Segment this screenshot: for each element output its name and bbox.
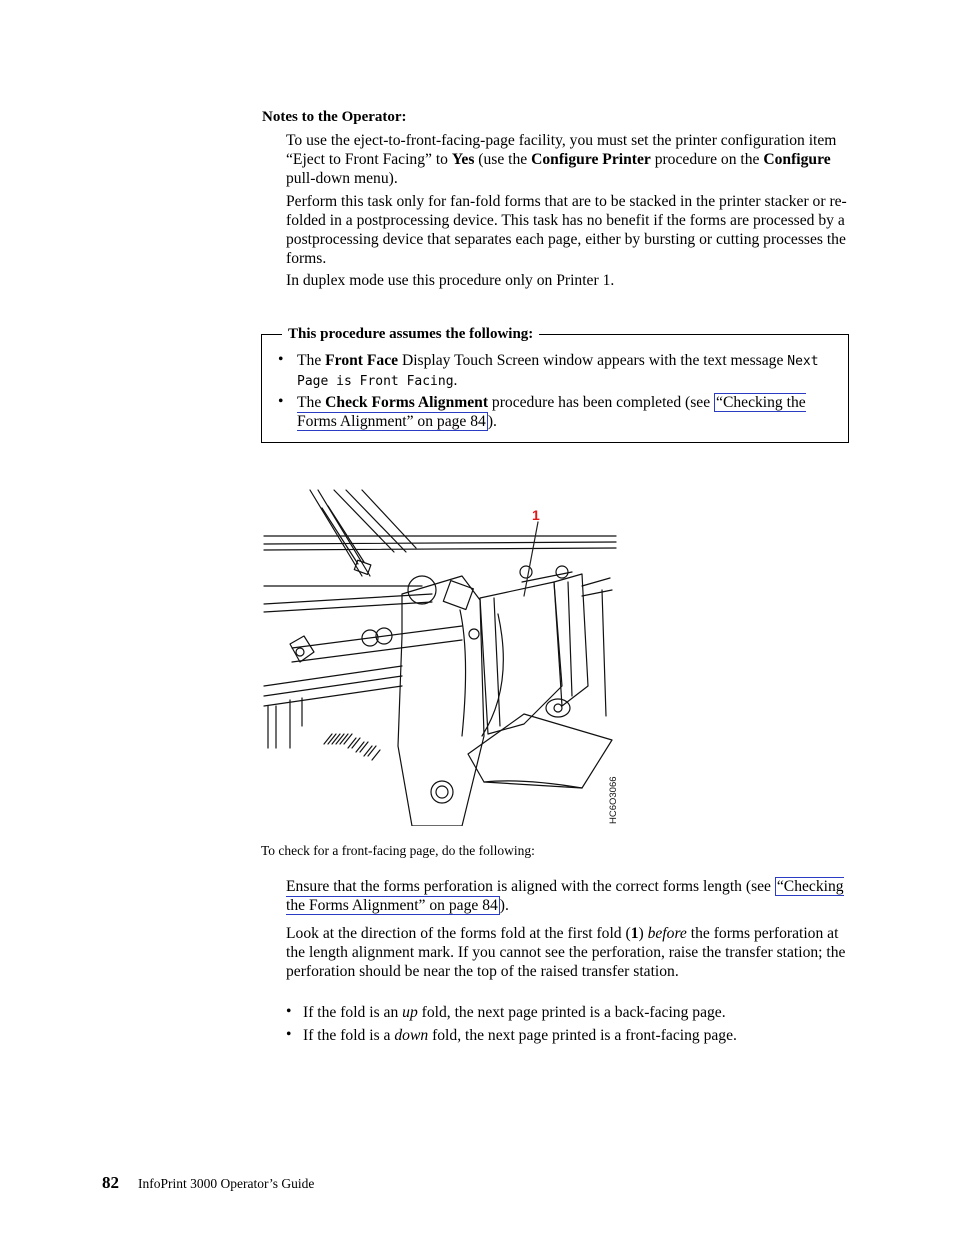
assumption-item-1 <box>297 351 837 391</box>
assumptions-title: This procedure assumes the following: <box>282 326 539 343</box>
text: ) <box>638 925 648 942</box>
text: pull-down menu). <box>286 170 398 187</box>
text: The <box>297 394 326 411</box>
text: Look at the direction of the forms fold at the first fold ( <box>286 925 631 942</box>
assumption-item-2 <box>297 393 837 431</box>
text: fold, the next page printed is a back-facing page. <box>417 1004 726 1021</box>
procedure-caption: To check for a front-facing page, do the following: <box>261 843 535 858</box>
bullet: • <box>278 393 284 410</box>
step-bullet-1 <box>303 1003 843 1022</box>
figure-id: HC6O3066 <box>608 776 619 824</box>
text-bold: Front Face <box>325 352 399 369</box>
text-bold: Check Forms Alignment <box>325 394 489 411</box>
text: ). <box>487 413 497 430</box>
text-bold: Configure <box>763 151 831 168</box>
notes-heading: Notes to the Operator: <box>262 109 407 125</box>
text: fold, the next page printed is a front-facing page. <box>428 1027 737 1044</box>
text: To use the eject-to-front-facing-page facility, you must set the printer configuration item “Eject to Front Facing” to <box>286 132 837 168</box>
text: (use the <box>474 151 532 168</box>
notes-paragraph-3: In duplex mode use this procedure only on Printer 1. <box>286 272 615 289</box>
bullet: • <box>286 1026 292 1043</box>
text: the forms perforation at the length alignment mark. If you cannot see the perforation, raise the transfer station; the perforation should be near the top of the raised transfer station. <box>286 925 846 980</box>
text: Ensure that the forms perforation is aligned with the correct forms length (see <box>286 878 775 895</box>
checking-forms-alignment-link[interactable]: “Checking the Forms Alignment” on page 84 <box>286 878 844 914</box>
notes-paragraph-1 <box>286 131 852 188</box>
text-italic: before <box>647 925 687 942</box>
bullet: • <box>286 1003 292 1020</box>
text: Display Touch Screen window appears with the text message <box>398 352 788 369</box>
page-number: 82 <box>102 1173 119 1192</box>
text-italic: up <box>402 1004 418 1021</box>
text: procedure has been completed (see <box>488 394 715 411</box>
code-text: Next Page is Front Facing <box>297 354 819 389</box>
notes-paragraph-2: Perform this task only for fan-fold forms that are to be stacked in the printer stacker or re-folded in a postprocessing device. This task has no benefit if the forms are processed by a postprocessing device that separates each page, either by bursting or cutting processes the forms. <box>286 193 847 267</box>
callout-1: 1 <box>532 507 540 523</box>
text: The <box>297 352 326 369</box>
text: If the fold is a <box>303 1027 395 1044</box>
bullet: • <box>278 351 284 368</box>
text: procedure on the <box>650 151 764 168</box>
text-bold: Configure Printer <box>531 151 651 168</box>
transfer-station-illustration <box>262 486 622 826</box>
text: If the fold is an <box>303 1004 403 1021</box>
step-bullet-2 <box>303 1026 843 1045</box>
text: . <box>453 372 458 389</box>
step-2 <box>286 924 852 981</box>
text-italic: down <box>394 1027 429 1044</box>
step-1 <box>286 877 852 915</box>
checking-forms-alignment-link[interactable]: “Checking the Forms Alignment” on page 84 <box>297 394 806 430</box>
text-bold: 1 <box>630 925 639 942</box>
footer-title: InfoPrint 3000 Operator’s Guide <box>138 1176 315 1191</box>
text: ). <box>499 897 509 914</box>
text-bold: Yes <box>451 151 475 168</box>
